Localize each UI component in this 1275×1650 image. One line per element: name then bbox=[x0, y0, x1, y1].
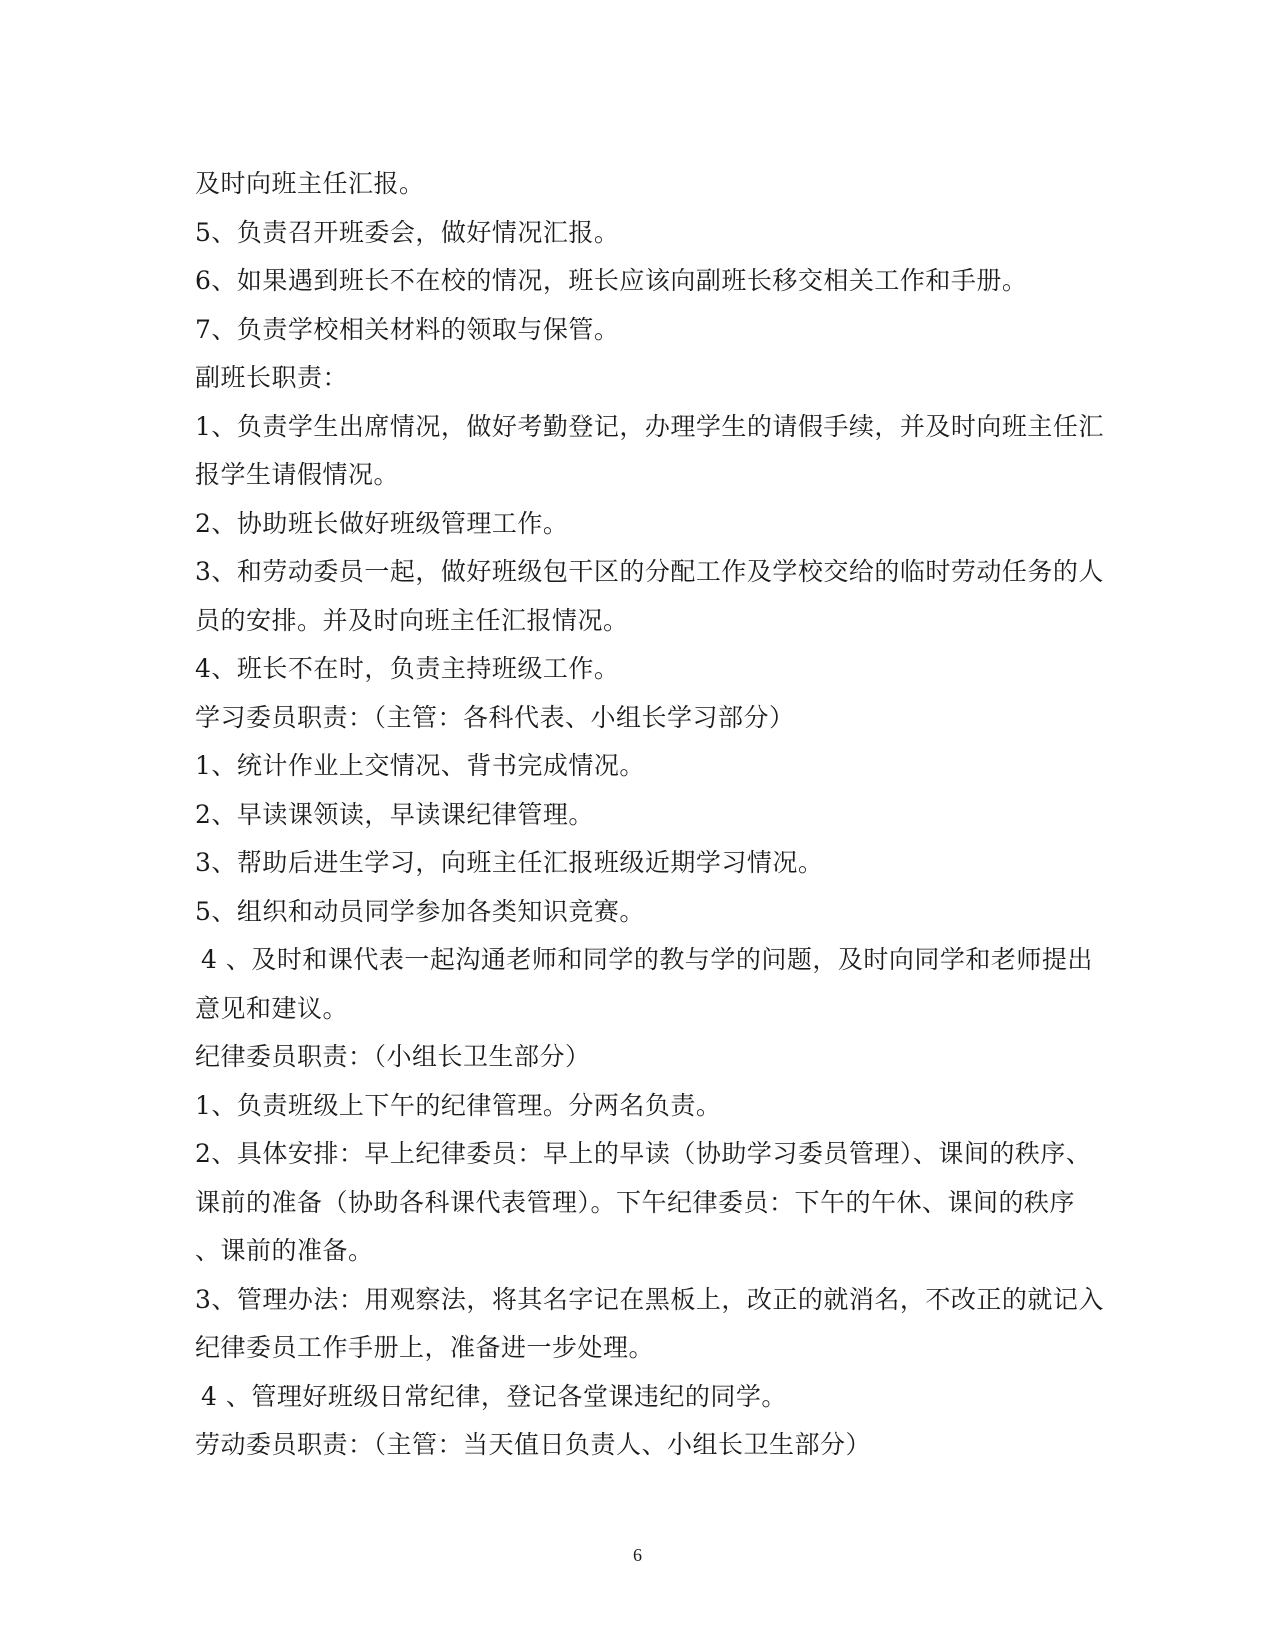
text-line: 2、具体安排：早上纪律委员：早上的早读（协助学习委员管理）、课间的秩序、 bbox=[195, 1139, 1092, 1168]
text-line: 1、统计作业上交情况、背书完成情况。 bbox=[195, 751, 645, 780]
text-line: 4 、管理好班级日常纪律，登记各堂课违纪的同学。 bbox=[201, 1381, 787, 1411]
section-heading: 劳动委员职责：（主管：当天值日负责人、小组长卫生部分） bbox=[195, 1430, 872, 1459]
text-line: 2、协助班长做好班级管理工作。 bbox=[195, 508, 569, 538]
text-line: 3、管理办法：用观察法，将其名字记在黑板上，改正的就消名，不改正的就记入 bbox=[195, 1284, 1104, 1314]
text-line: 2、早读课领读，早读课纪律管理。 bbox=[195, 799, 594, 829]
text-line: 4 、及时和课代表一起沟通老师和同学的教与学的问题，及时向同学和老师提出 bbox=[201, 945, 1093, 974]
section-heading: 副班长职责： bbox=[195, 363, 349, 392]
section-heading: 学习委员职责：（主管：各科代表、小组长学习部分） bbox=[195, 702, 795, 732]
text-line: 员的安排。并及时向班主任汇报情况。 bbox=[195, 605, 629, 635]
text-line: 1、负责学生出席情况，做好考勤登记，办理学生的请假手续，并及时向班主任汇 bbox=[195, 411, 1104, 441]
page-number: 6 bbox=[633, 1545, 642, 1565]
text-line: 课前的准备（协助各科课代表管理）。下午纪律委员：下午的午休、课间的秩序 bbox=[195, 1187, 1076, 1217]
text-line: 纪律委员工作手册上，准备进一步处理。 bbox=[195, 1333, 655, 1362]
section-heading: 纪律委员职责：（小组长卫生部分） bbox=[195, 1042, 591, 1071]
text-line: 3、帮助后进生学习，向班主任汇报班级近期学习情况。 bbox=[195, 848, 824, 877]
text-line: 1、负责班级上下午的纪律管理。分两名负责。 bbox=[195, 1090, 722, 1120]
text-line: 7、负责学校相关材料的领取与保管。 bbox=[195, 314, 620, 344]
text-line: 意见和建议。 bbox=[195, 993, 349, 1023]
text-line: 3、和劳动委员一起，做好班级包干区的分配工作及学校交给的临时劳动任务的人 bbox=[195, 557, 1104, 586]
text-line: 、课前的准备。 bbox=[195, 1236, 374, 1265]
text-line: 5、组织和动员同学参加各类知识竞赛。 bbox=[195, 896, 645, 926]
text-line: 6、如果遇到班长不在校的情况，班长应该向副班长移交相关工作和手册。 bbox=[195, 266, 1028, 295]
text-line: 报学生请假情况。 bbox=[195, 460, 400, 489]
text-line: 及时向班主任汇报。 bbox=[195, 169, 425, 198]
page-body bbox=[195, 160, 1104, 1470]
text-line: 4、班长不在时，负责主持班级工作。 bbox=[195, 654, 620, 683]
text-line: 5、负责召开班委会，做好情况汇报。 bbox=[195, 217, 620, 247]
